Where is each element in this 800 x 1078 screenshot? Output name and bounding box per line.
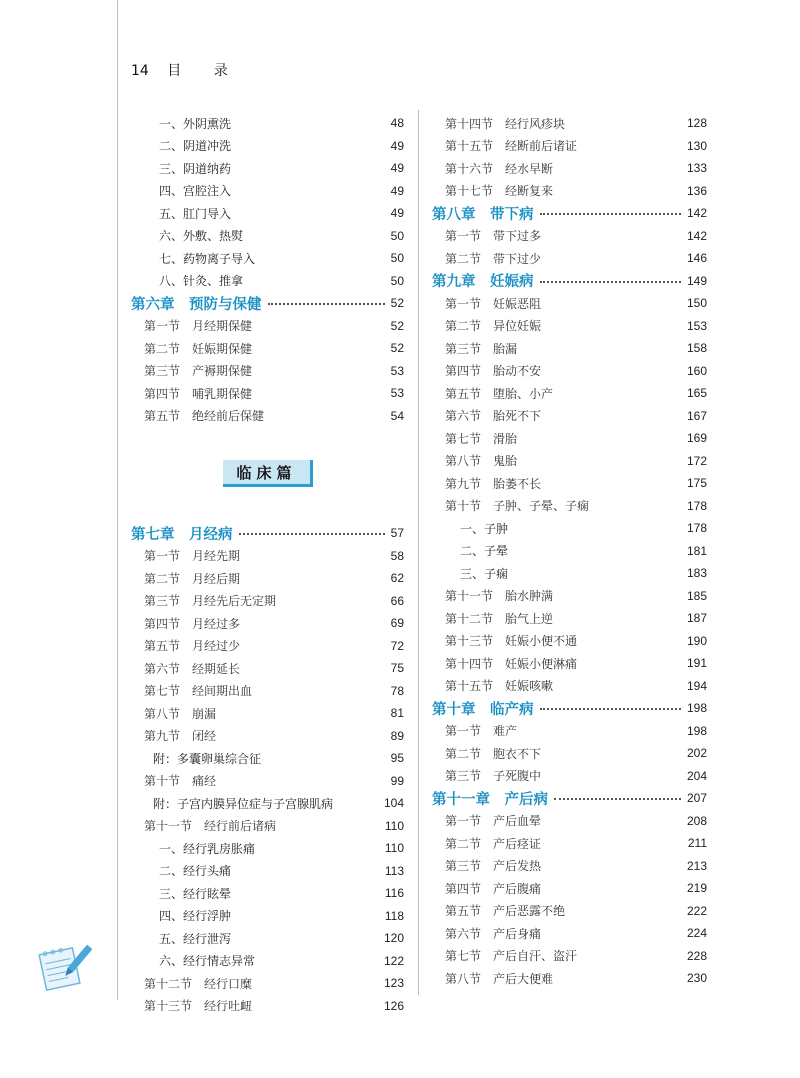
toc-entry[interactable] xyxy=(432,900,707,923)
entry-label: 第一节 月经期保健 xyxy=(144,319,253,334)
toc-entry[interactable] xyxy=(131,725,404,748)
toc-entry[interactable] xyxy=(432,360,707,383)
entry-label: 第九节 闭经 xyxy=(144,729,217,744)
toc-entry[interactable] xyxy=(131,202,404,225)
notepad-pencil-icon xyxy=(36,940,92,992)
toc-entry[interactable] xyxy=(432,157,707,180)
entry-label: 第十二节 胎气上逆 xyxy=(445,611,554,626)
entry-label: 第十一节 胎水肿满 xyxy=(445,589,554,604)
toc-entry[interactable] xyxy=(432,765,707,788)
toc-entry[interactable] xyxy=(432,922,707,945)
page-ref: 204 xyxy=(686,768,707,783)
entry-label: 第三节 产后发热 xyxy=(445,859,542,874)
page-ref: 181 xyxy=(686,543,707,558)
toc-entry[interactable] xyxy=(131,112,404,135)
toc-entry[interactable] xyxy=(432,855,707,878)
entry-label: 第八章 带下病 xyxy=(432,206,534,223)
toc-entry[interactable] xyxy=(131,680,404,703)
page-ref: 191 xyxy=(686,656,707,671)
entry-label: 第二节 月经后期 xyxy=(144,571,241,586)
page-ref: 52 xyxy=(390,296,404,311)
toc-entry[interactable] xyxy=(131,950,404,973)
toc-entry[interactable] xyxy=(432,967,707,990)
toc-chapter[interactable] xyxy=(131,522,404,545)
toc-entry[interactable] xyxy=(432,292,707,315)
page-ref: 165 xyxy=(686,386,707,401)
toc-entry[interactable] xyxy=(432,247,707,270)
entry-label: 三、子痫 xyxy=(460,566,509,581)
page-ref: 50 xyxy=(390,251,404,266)
page-ref: 126 xyxy=(383,998,404,1013)
page-ref: 169 xyxy=(686,431,707,446)
page-ref: 72 xyxy=(390,638,404,653)
toc-entry[interactable] xyxy=(432,450,707,473)
page-ref: 128 xyxy=(686,116,707,131)
toc-entry[interactable] xyxy=(432,562,707,585)
page-ref: 62 xyxy=(390,571,404,586)
entry-label: 第一节 难产 xyxy=(445,724,518,739)
entry-label: 第六节 产后身痛 xyxy=(445,926,542,941)
page-ref: 178 xyxy=(686,521,707,536)
page-ref: 116 xyxy=(384,886,404,901)
toc-entry[interactable] xyxy=(432,742,707,765)
toc-entry[interactable] xyxy=(432,585,707,608)
toc-chapter[interactable] xyxy=(432,787,707,810)
toc-entry[interactable] xyxy=(432,337,707,360)
entry-label: 第十节 子肿、子晕、子痫 xyxy=(445,499,590,514)
page-title: 目 录 xyxy=(167,63,242,79)
page-ref: 52 xyxy=(390,341,404,356)
toc-entry[interactable] xyxy=(432,427,707,450)
toc-entry[interactable] xyxy=(432,225,707,248)
entry-label: 第六章 预防与保健 xyxy=(131,296,262,313)
page-ref: 208 xyxy=(686,813,707,828)
entry-label: 一、子肿 xyxy=(460,521,509,536)
page-ref: 150 xyxy=(686,296,707,311)
toc-entry[interactable] xyxy=(131,157,404,180)
toc-entry[interactable] xyxy=(131,905,404,928)
toc-entry[interactable] xyxy=(131,360,404,383)
toc-entry[interactable] xyxy=(131,815,404,838)
entry-label: 第三节 子死腹中 xyxy=(445,769,542,784)
toc-entry[interactable] xyxy=(432,405,707,428)
page-ref: 190 xyxy=(686,633,707,648)
toc-entry[interactable] xyxy=(432,382,707,405)
page-ref: 78 xyxy=(390,683,404,698)
entry-label: 第五节 堕胎、小产 xyxy=(445,386,554,401)
page-number: 14 xyxy=(131,63,149,79)
part-heading xyxy=(131,427,404,522)
entry-label: 第九节 胎萎不长 xyxy=(445,476,542,491)
page-ref: 81 xyxy=(390,706,404,721)
toc-entry[interactable] xyxy=(131,382,404,405)
toc-entry[interactable] xyxy=(432,540,707,563)
entry-label: 第四节 哺乳期保健 xyxy=(144,386,253,401)
toc-entry[interactable] xyxy=(131,837,404,860)
page-ref: 149 xyxy=(686,273,707,288)
toc-entry[interactable] xyxy=(432,652,707,675)
entry-label: 四、宫腔注入 xyxy=(159,184,232,199)
page-ref: 178 xyxy=(686,498,707,513)
page-ref: 146 xyxy=(686,251,707,266)
page-ref: 50 xyxy=(390,273,404,288)
toc-entry[interactable] xyxy=(432,495,707,518)
page-ref: 142 xyxy=(686,206,707,221)
toc-chapter[interactable] xyxy=(131,292,404,315)
page-ref: 213 xyxy=(686,858,707,873)
entry-label: 第十四节 经行风疹块 xyxy=(445,116,566,131)
page-ref: 54 xyxy=(390,408,404,423)
entry-label: 二、阴道冲洗 xyxy=(159,139,232,154)
toc-entry[interactable] xyxy=(131,860,404,883)
page-ref: 187 xyxy=(686,611,707,626)
entry-label: 第七节 滑胎 xyxy=(445,431,518,446)
entry-label: 第二节 带下过少 xyxy=(445,251,542,266)
page-ref: 158 xyxy=(686,341,707,356)
page-ref: 185 xyxy=(686,588,707,603)
toc-chapter[interactable] xyxy=(432,270,707,293)
toc-entry[interactable] xyxy=(432,630,707,653)
toc-chapter[interactable] xyxy=(432,697,707,720)
page-ref: 118 xyxy=(384,908,404,923)
dot-leader xyxy=(239,533,385,535)
page-ref: 89 xyxy=(390,728,404,743)
page-ref: 142 xyxy=(686,228,707,243)
toc-entry[interactable] xyxy=(432,720,707,743)
entry-label: 五、经行泄泻 xyxy=(159,931,232,946)
page-ref: 52 xyxy=(390,318,404,333)
page-ref: 207 xyxy=(686,791,707,806)
entry-label: 六、经行情志异常 xyxy=(159,954,256,969)
page-ref: 136 xyxy=(686,183,707,198)
page-ref: 104 xyxy=(383,796,404,811)
toc-entry[interactable] xyxy=(131,747,404,770)
entry-label: 第六节 胎死不下 xyxy=(445,409,542,424)
toc-entry[interactable] xyxy=(131,567,404,590)
entry-label: 第十七节 经断复来 xyxy=(445,184,554,199)
toc-entry[interactable] xyxy=(432,517,707,540)
entry-label: 第八节 崩漏 xyxy=(144,706,217,721)
entry-label: 一、经行乳房胀痛 xyxy=(159,841,256,856)
entry-label: 第二节 妊娠期保健 xyxy=(144,341,253,356)
entry-label: 附：多囊卵巢综合征 xyxy=(153,751,262,766)
page-ref: 49 xyxy=(390,206,404,221)
entry-label: 第一节 产后血晕 xyxy=(445,814,542,829)
entry-label: 第三节 胎漏 xyxy=(445,341,518,356)
toc-entry[interactable] xyxy=(131,702,404,725)
page-ref: 130 xyxy=(686,138,707,153)
entry-label: 第二节 胞衣不下 xyxy=(445,746,542,761)
page-ref: 183 xyxy=(686,566,707,581)
entry-label: 第十章 临产病 xyxy=(432,701,534,718)
part-title: 临床篇 xyxy=(223,460,313,487)
page-ref: 99 xyxy=(390,773,404,788)
entry-label: 第十一章 产后病 xyxy=(432,791,548,808)
entry-label: 第八节 鬼胎 xyxy=(445,454,518,469)
toc-entry[interactable] xyxy=(432,877,707,900)
page-ref: 219 xyxy=(686,881,707,896)
entry-label: 第七节 经间期出血 xyxy=(144,684,253,699)
page-ref: 53 xyxy=(390,386,404,401)
entry-label: 第一节 妊娠恶阻 xyxy=(445,296,542,311)
page-ref: 198 xyxy=(686,723,707,738)
toc-entry[interactable] xyxy=(131,995,404,1018)
toc-entry[interactable] xyxy=(432,180,707,203)
entry-label: 八、针灸、推拿 xyxy=(159,274,244,289)
toc-entry[interactable] xyxy=(432,832,707,855)
toc-entry[interactable] xyxy=(131,135,404,158)
page-ref: 211 xyxy=(687,836,707,851)
entry-label: 第十三节 妊娠小便不通 xyxy=(445,634,578,649)
toc-right-column xyxy=(432,112,707,990)
page-ref: 167 xyxy=(686,408,707,423)
page-ref: 110 xyxy=(384,841,404,856)
entry-label: 六、外敷、热熨 xyxy=(159,229,244,244)
toc-entry[interactable] xyxy=(432,472,707,495)
toc-entry[interactable] xyxy=(432,607,707,630)
page-ref: 57 xyxy=(390,526,404,541)
page-ref: 133 xyxy=(686,161,707,176)
entry-label: 第四节 月经过多 xyxy=(144,616,241,631)
toc-entry[interactable] xyxy=(131,927,404,950)
dot-leader xyxy=(540,708,681,710)
page-ref: 113 xyxy=(384,863,404,878)
toc-entry[interactable] xyxy=(131,545,404,568)
page-ref: 69 xyxy=(390,616,404,631)
entry-label: 第七章 月经病 xyxy=(131,526,233,543)
page-ref: 120 xyxy=(383,931,404,946)
dot-leader xyxy=(268,303,385,305)
page-ref: 228 xyxy=(686,948,707,963)
page-ref: 49 xyxy=(390,161,404,176)
entry-label: 第六节 经期延长 xyxy=(144,661,241,676)
toc-entry[interactable] xyxy=(131,882,404,905)
page-header xyxy=(131,60,242,80)
page-ref: 48 xyxy=(390,116,404,131)
page-ref: 58 xyxy=(390,548,404,563)
entry-label: 第八节 产后大便难 xyxy=(445,971,554,986)
page-ref: 110 xyxy=(384,818,404,833)
page-ref: 222 xyxy=(686,903,707,918)
margin-rule xyxy=(117,0,118,1000)
entry-label: 三、阴道纳药 xyxy=(159,161,232,176)
entry-label: 第十二节 经行口糜 xyxy=(144,976,253,991)
entry-label: 第三节 月经先后无定期 xyxy=(144,594,277,609)
entry-label: 一、外阴熏洗 xyxy=(159,116,232,131)
toc-chapter[interactable] xyxy=(432,202,707,225)
dot-leader xyxy=(540,213,681,215)
page-ref: 66 xyxy=(390,593,404,608)
entry-label: 三、经行眩晕 xyxy=(159,886,232,901)
page-ref: 49 xyxy=(390,138,404,153)
entry-label: 第十节 痛经 xyxy=(144,774,217,789)
toc-entry[interactable] xyxy=(432,810,707,833)
toc-entry[interactable] xyxy=(131,770,404,793)
toc-entry[interactable] xyxy=(131,972,404,995)
dot-leader xyxy=(554,798,681,800)
page-ref: 172 xyxy=(686,453,707,468)
entry-label: 第九章 妊娠病 xyxy=(432,274,534,291)
entry-label: 第五节 绝经前后保健 xyxy=(144,409,265,424)
entry-label: 第一节 带下过多 xyxy=(445,229,542,244)
page-ref: 224 xyxy=(686,926,707,941)
entry-label: 第三节 产褥期保健 xyxy=(144,364,253,379)
toc-entry[interactable] xyxy=(131,225,404,248)
entry-label: 二、子晕 xyxy=(460,544,509,559)
entry-label: 附：子宫内膜异位症与子宫腺肌病 xyxy=(153,796,334,811)
page-ref: 53 xyxy=(390,363,404,378)
entry-label: 五、肛门导入 xyxy=(159,206,232,221)
entry-label: 第二节 产后痉证 xyxy=(445,836,542,851)
page-ref: 123 xyxy=(383,976,404,991)
toc-entry[interactable] xyxy=(131,590,404,613)
page-ref: 95 xyxy=(390,751,404,766)
page-ref: 160 xyxy=(686,363,707,378)
entry-label: 第五节 产后恶露不绝 xyxy=(445,904,566,919)
dot-leader xyxy=(540,281,681,283)
page-ref: 194 xyxy=(686,678,707,693)
entry-label: 第十一节 经行前后诸病 xyxy=(144,819,277,834)
toc-entry[interactable] xyxy=(432,315,707,338)
page-ref: 230 xyxy=(686,971,707,986)
entry-label: 第五节 月经过少 xyxy=(144,639,241,654)
entry-label: 第七节 产后自汗、盗汗 xyxy=(445,949,578,964)
page-ref: 75 xyxy=(390,661,404,676)
toc-entry[interactable] xyxy=(131,247,404,270)
toc-entry[interactable] xyxy=(131,315,404,338)
toc-entry[interactable] xyxy=(131,635,404,658)
page-ref: 49 xyxy=(390,183,404,198)
toc-entry[interactable] xyxy=(131,180,404,203)
toc-left-column xyxy=(131,112,404,1017)
entry-label: 第十五节 经断前后诸证 xyxy=(445,139,578,154)
column-divider xyxy=(418,110,419,995)
toc-entry[interactable] xyxy=(432,675,707,698)
entry-label: 四、经行浮肿 xyxy=(159,909,232,924)
toc-entry[interactable] xyxy=(131,657,404,680)
entry-label: 第二节 异位妊娠 xyxy=(445,319,542,334)
toc-entry[interactable] xyxy=(131,612,404,635)
entry-label: 第十五节 妊娠咳嗽 xyxy=(445,679,554,694)
toc-entry[interactable] xyxy=(131,270,404,293)
toc-entry[interactable] xyxy=(432,945,707,968)
entry-label: 第十四节 妊娠小便淋痛 xyxy=(445,656,578,671)
toc-entry[interactable] xyxy=(131,792,404,815)
entry-label: 第四节 产后腹痛 xyxy=(445,881,542,896)
page-ref: 198 xyxy=(686,701,707,716)
entry-label: 第十六节 经水早断 xyxy=(445,161,554,176)
page-ref: 153 xyxy=(686,318,707,333)
page-ref: 122 xyxy=(383,953,404,968)
page-ref: 175 xyxy=(686,476,707,491)
entry-label: 第四节 胎动不安 xyxy=(445,364,542,379)
page-ref: 202 xyxy=(686,746,707,761)
entry-label: 七、药物离子导入 xyxy=(159,251,256,266)
toc-entry[interactable] xyxy=(131,337,404,360)
entry-label: 第一节 月经先期 xyxy=(144,549,241,564)
toc-entry[interactable] xyxy=(131,405,404,428)
toc-entry[interactable] xyxy=(432,112,707,135)
entry-label: 二、经行头痛 xyxy=(159,864,232,879)
toc-entry[interactable] xyxy=(432,135,707,158)
entry-label: 第十三节 经行吐衄 xyxy=(144,999,253,1014)
page-ref: 50 xyxy=(390,228,404,243)
